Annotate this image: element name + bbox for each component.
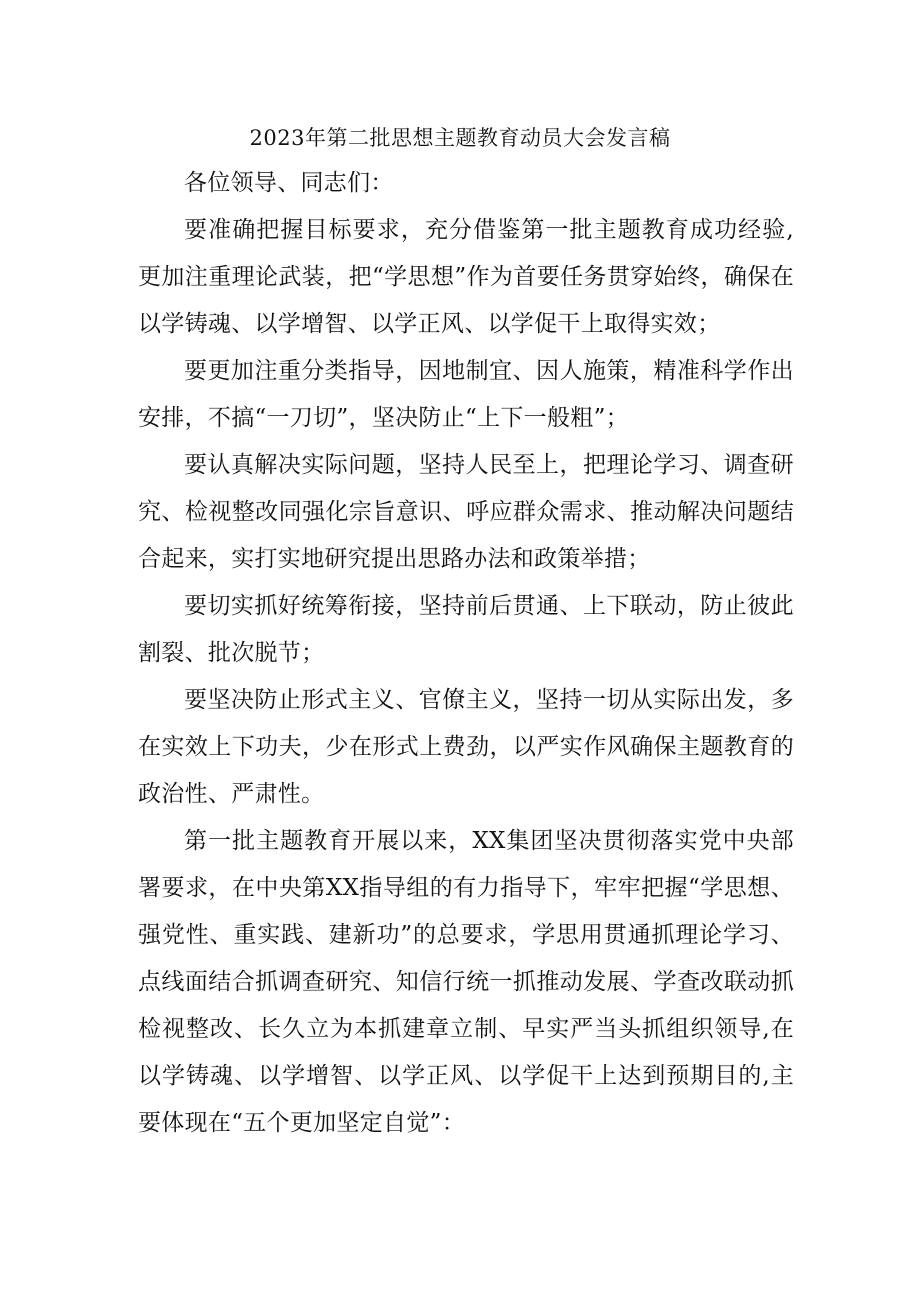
salutation: 各位领导、同志们： <box>184 170 394 196</box>
paragraph: 要坚决防止形式主义、官僚主义，坚持一切从实际出发，多在实效上下功夫，少在形式上费劲，以严实作风确保主题教育的政治性、严肃性。 <box>138 687 794 807</box>
paragraph: 要更加注重分类指导，因地制宜、因人施策，精准科学作出安排，不搞“一刀切”，坚决防止“上下一般粗”； <box>138 358 794 431</box>
document-body <box>138 160 794 1147</box>
document-title: 2023年第二批思想主题教育动员大会发言稿 <box>249 126 671 150</box>
paragraph: 要切实抓好统筹衔接，坚持前后贯通、上下联动，防止彼此割裂、批次脱节； <box>138 593 794 666</box>
paragraph: 要认真解决实际问题，坚持人民至上，把理论学习、调查研究、检视整改同强化宗旨意识、呼应群众需求、推动解决问题结合起来，实打实地研究提出思路办法和政策举措； <box>138 452 794 572</box>
paragraph: 要准确把握目标要求，充分借鉴第一批主题教育成功经验,更加注重理论武装，把“学思想”作为首要任务贯穿始终，确保在以学铸魂、以学增智、以学正风、以学促干上取得实效； <box>138 217 794 337</box>
paragraph: 第一批主题教育开展以来，XX集团坚决贯彻落实党中央部署要求，在中央第XX指导组的有力指导下，牢牢把握“学思想、强党性、重实践、建新功”的总要求，学思用贯通抓理论学习、点线面结合抓调查研究、知信行统一抓推动发展、学查改联动抓检视整改、长久立为本抓建章立制、早实严当头抓组织领导,在以学铸魂、以学增智、以学正风、以学促干上达到预期目的,主要体现在“五个更加坚定自觉”： <box>138 828 794 1136</box>
